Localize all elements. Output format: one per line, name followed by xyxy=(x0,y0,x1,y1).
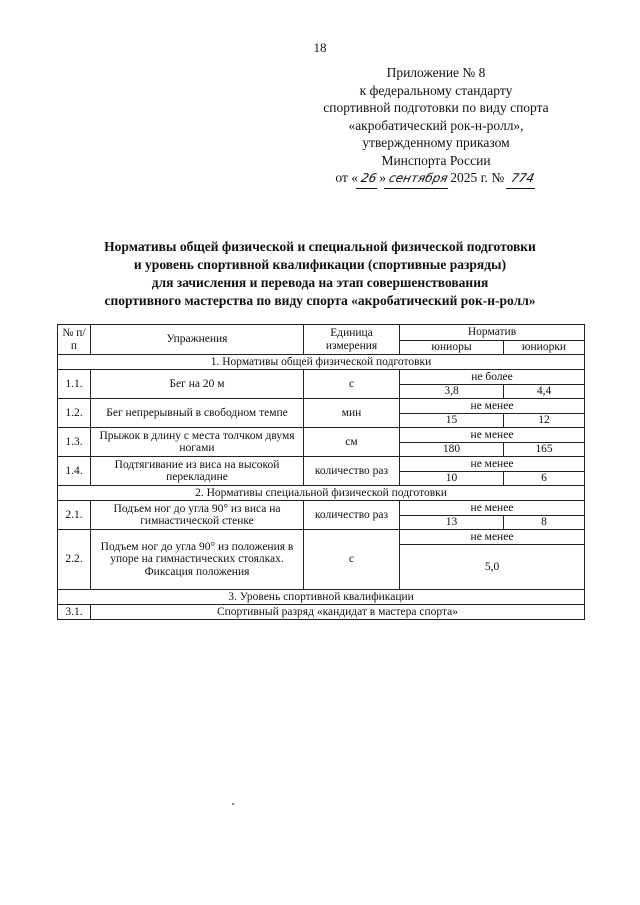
row-unit: количество раз xyxy=(304,457,400,486)
row-unit: мин xyxy=(304,399,400,428)
row-unit: с xyxy=(304,530,400,590)
header-norm: Норматив xyxy=(400,325,585,341)
row-exercise: Бег непрерывный в свободном темпе xyxy=(91,399,304,428)
appendix-line: к федеральному стандарту xyxy=(359,82,513,98)
header-juniors-m: юниоры xyxy=(400,341,504,355)
row-num: 3.1. xyxy=(58,605,91,620)
section-row xyxy=(58,590,585,605)
row-condition: не более xyxy=(400,370,585,385)
table-row xyxy=(58,370,585,385)
heading-line: для зачисления и перевода на этап совершенствования xyxy=(151,275,489,290)
header-juniors-f: юниорки xyxy=(504,341,585,355)
order-day: 26 xyxy=(356,170,381,189)
row-condition: не менее xyxy=(400,428,585,443)
row-num: 1.1. xyxy=(58,370,91,399)
row-num: 2.2. xyxy=(58,530,91,590)
table-row xyxy=(58,457,585,472)
section-2-title: 2. Нормативы специальной физической подготовки xyxy=(58,486,585,501)
norms-table xyxy=(57,324,585,620)
appendix-line: Минспорта России xyxy=(381,152,491,168)
page-number: 18 xyxy=(313,40,327,55)
row-value-m: 180 xyxy=(400,443,504,457)
table-row xyxy=(58,605,585,620)
heading-line: спортивного мастерства по виду спорта «акробатический рок-н-ролл» xyxy=(104,293,536,308)
order-month: сентября xyxy=(384,170,452,189)
header-exercise: Упражнения xyxy=(91,325,304,355)
row-value-f: 6 xyxy=(504,472,585,486)
row-value-f: 4,4 xyxy=(504,385,585,399)
heading-line: и уровень спортивной квалификации (спортивные разряды) xyxy=(133,257,507,272)
row-exercise: Бег на 20 м xyxy=(91,370,304,399)
row-condition: не менее xyxy=(400,530,585,545)
row-value-m: 10 xyxy=(400,472,504,486)
row-unit: количество раз xyxy=(304,501,400,530)
header-num: № п/п xyxy=(58,325,91,355)
row-num: 1.4. xyxy=(58,457,91,486)
table-row xyxy=(58,530,585,545)
appendix-line: «акробатический рок-н-ролл», xyxy=(348,117,524,133)
row-condition: не менее xyxy=(400,399,585,414)
row-condition: не менее xyxy=(400,457,585,472)
section-1-title: 1. Нормативы общей физической подготовки xyxy=(58,355,585,370)
row-value-f: 8 xyxy=(504,516,585,530)
row-exercise: Прыжок в длину с места толчком двумя ногами xyxy=(91,428,304,457)
appendix-title: Приложение № 8 xyxy=(386,65,486,80)
row-num: 2.1. xyxy=(58,501,91,530)
table-row xyxy=(58,501,585,516)
order-line xyxy=(286,169,586,189)
row-value-f: 12 xyxy=(504,414,585,428)
row-value-m: 3,8 xyxy=(400,385,504,399)
header-unit: Единица измерения xyxy=(304,325,400,355)
row-value-common: 5,0 xyxy=(400,545,585,590)
order-mid: » xyxy=(379,170,387,185)
order-prefix: от « xyxy=(335,170,358,185)
row-exercise: Подъем ног до угла 90° из положения в упоре на гимнастических стоялках. Фиксация положения xyxy=(91,530,304,590)
row-value-m: 15 xyxy=(400,414,504,428)
order-number: 774 xyxy=(506,170,539,189)
heading-line: Нормативы общей физической и специальной физической подготовки xyxy=(104,239,536,254)
document-heading xyxy=(40,238,600,310)
row-num: 1.2. xyxy=(58,399,91,428)
row-num: 1.3. xyxy=(58,428,91,457)
row-unit: см xyxy=(304,428,400,457)
row-exercise: Подтягивание из виса на высокой перекладине xyxy=(91,457,304,486)
appendix-block xyxy=(286,64,586,189)
section-row xyxy=(58,355,585,370)
row-qualification: Спортивный разряд «кандидат в мастера спорта» xyxy=(91,605,585,620)
appendix-line: утвержденному приказом xyxy=(362,135,510,150)
section-row xyxy=(58,486,585,501)
order-year: 2025 г. № xyxy=(450,170,505,185)
table-row xyxy=(58,428,585,443)
row-unit: с xyxy=(304,370,400,399)
row-exercise: Подъем ног до угла 90° из виса на гимнастической стенке xyxy=(91,501,304,530)
section-3-title: 3. Уровень спортивной квалификации xyxy=(58,590,585,605)
scan-speck xyxy=(232,803,234,805)
row-value-f: 165 xyxy=(504,443,585,457)
row-condition: не менее xyxy=(400,501,585,516)
row-value-m: 13 xyxy=(400,516,504,530)
table-row xyxy=(58,399,585,414)
appendix-line: спортивной подготовки по виду спорта xyxy=(323,100,549,115)
header-row xyxy=(58,325,585,341)
